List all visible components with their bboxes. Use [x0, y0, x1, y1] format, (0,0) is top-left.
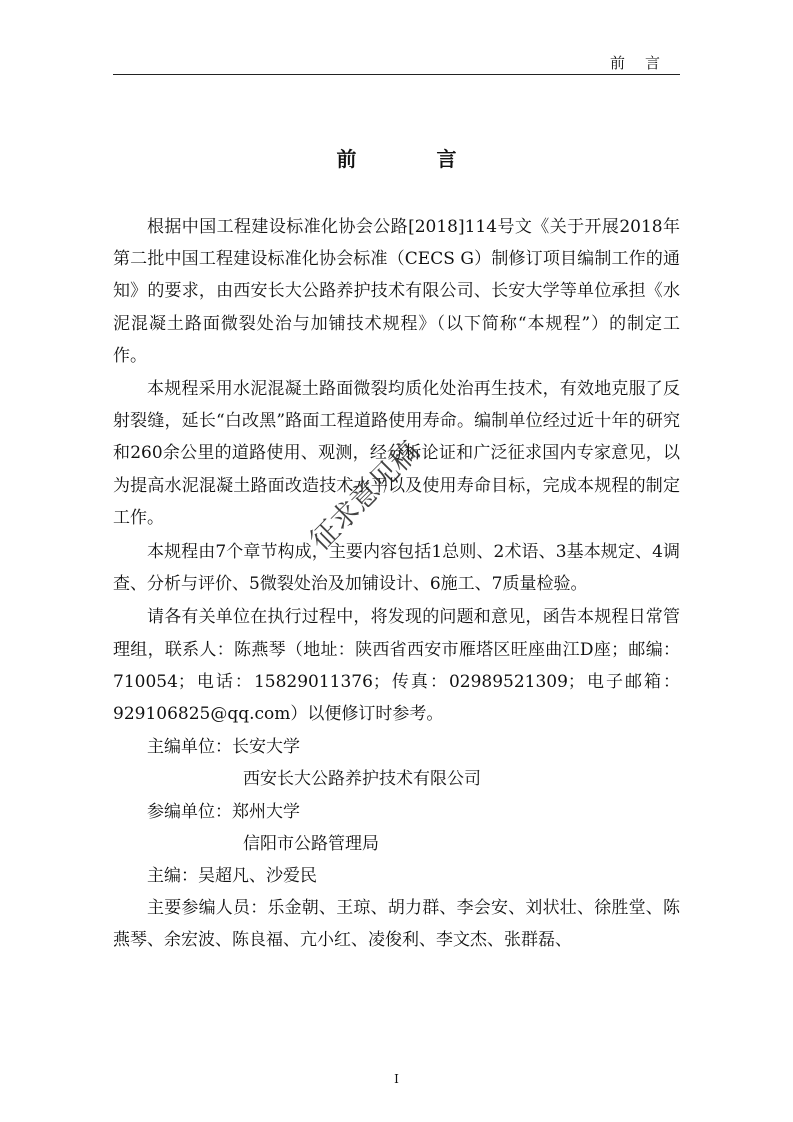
- body-text: [113, 211, 680, 957]
- draft-watermark: 征求意见稿: [303, 434, 426, 557]
- chief-unit: 主编单位：长安大学: [147, 737, 300, 758]
- running-head-title: 前言: [609, 54, 680, 72]
- participating-unit-second: 信阳市公路管理局: [243, 833, 379, 854]
- paragraph-4: 请各有关单位在执行过程中，将发现的问题和意见，函告本规程日常管理组，联系人：陈燕琴（地址：陕西省西安市雁塔区旺座曲江D座；邮编：710054；电话：15829011376；传真：02989521309；电子邮箱：929106825@qq.com）以便修订时参考。: [113, 607, 680, 725]
- chief-editors: 主编：吴超凡、沙爱民: [147, 866, 317, 887]
- paragraph-1: 根据中国工程建设标准化协会公路[2018]114号文《关于开展2018年第二批中国工程建设标准化协会标准（CECS G）制修订项目编制工作的通知》的要求，由西安长大公路养护技术有限公司、长安大学等单位承担《水泥混凝土路面微裂处治与加铺技术规程》（以下简称“本规程”）的制定工作。: [113, 217, 680, 366]
- chief-unit-second: 西安长大公路养护技术有限公司: [243, 769, 481, 790]
- main-participants: 主要参编人员：乐金朝、王琼、胡力群、李会安、刘状壮、徐胜堂、陈燕琴、余宏波、陈良福、亢小红、凌俊利、李文杰、张群磊、: [113, 898, 680, 951]
- page-title: 前 言: [336, 147, 487, 171]
- header-rule: [113, 74, 680, 75]
- participating-unit: 参编单位：郑州大学: [147, 801, 300, 822]
- paragraph-2: 本规程采用水泥混凝土路面微裂均质化处治再生技术，有效地克服了反射裂缝，延长“白改黑”路面工程道路使用寿命。编制单位经过近十年的研究和260余公里的道路使用、观测，经分析论证和广泛征求国内专家意见，以为提高水泥混凝土路面改造技术水平以及使用寿命目标，完成本规程的制定工作。: [113, 379, 680, 528]
- page-number: I: [394, 1072, 399, 1086]
- paragraph-3: 本规程由7个章节构成，主要内容包括1总则、2术语、3基本规定、4调查、分析与评价、5微裂处治及加铺设计、6施工、7质量检验。: [113, 542, 680, 595]
